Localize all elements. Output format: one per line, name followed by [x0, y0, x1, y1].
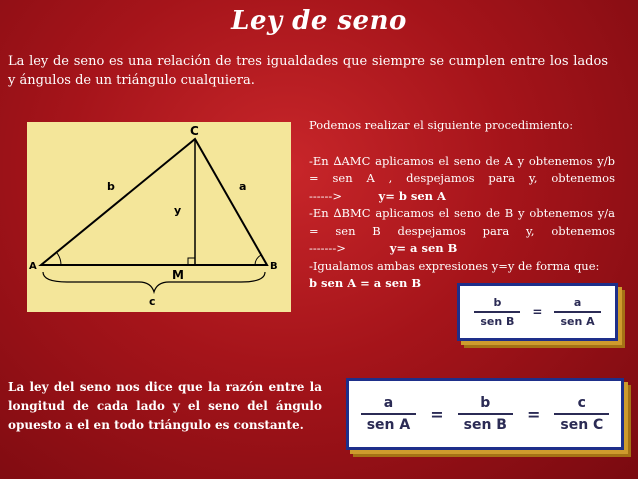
- fraction-bar: [458, 413, 513, 415]
- fraction-a-sen-a: [554, 296, 600, 328]
- right-angle-mark: [188, 258, 195, 265]
- formula-box-small: [457, 283, 618, 341]
- equals-sign: =: [532, 305, 543, 319]
- fraction-b-sen-b: [458, 395, 513, 433]
- denominator: sen B: [480, 315, 515, 328]
- fraction-bar: [554, 311, 600, 313]
- fraction-bar: [474, 311, 520, 313]
- fraction-a-sen-a: [361, 395, 417, 433]
- fraction-bar: [361, 413, 417, 415]
- step1-result: y= b sen A: [378, 188, 446, 203]
- denominator: sen B: [463, 417, 507, 433]
- fraction-b-sen-b: [474, 296, 520, 328]
- procedure-step1-line: [309, 188, 615, 206]
- procedure-step1: -En ∆AMC aplicamos el seno de A y obtenemos y/b = sen A , despejamos para y, obtenemos: [309, 153, 615, 185]
- triangle-svg: [27, 122, 291, 312]
- procedure-step2-line: [309, 240, 615, 258]
- procedure-text: [309, 117, 615, 293]
- equals-sign: =: [430, 404, 444, 424]
- numerator: c: [577, 395, 586, 411]
- side-c-label: c: [149, 295, 156, 308]
- step3-result: b sen A = a sen B: [309, 276, 422, 290]
- formula-box-main: [346, 378, 624, 450]
- numerator: a: [573, 296, 582, 309]
- angle-b-arc: [255, 255, 261, 265]
- midpoint-m-label: M: [172, 268, 184, 282]
- fraction-c-sen-c: [554, 395, 609, 433]
- step2-result: y= a sen B: [389, 241, 458, 255]
- denominator: sen A: [366, 417, 411, 433]
- numerator: a: [383, 395, 394, 411]
- triangle-diagram: [27, 122, 291, 312]
- angle-a-arc: [57, 253, 61, 265]
- numerator: b: [480, 395, 491, 411]
- numerator: b: [493, 296, 502, 309]
- vertex-a-label: A: [29, 261, 37, 272]
- denominator: sen A: [560, 315, 595, 328]
- vertex-b-label: B: [270, 261, 278, 272]
- base-brace: [43, 272, 265, 292]
- equals-sign: =: [526, 404, 541, 424]
- slide-title: Ley de seno: [231, 6, 407, 36]
- vertex-c-label: C: [190, 124, 199, 138]
- step2-arrow: ------->: [309, 241, 346, 255]
- step1-arrow: ------>: [309, 188, 342, 203]
- procedure-step2: -En ∆BMC aplicamos el seno de B y obtenemos y/a = sen B despejamos para y, obtenemos: [309, 206, 615, 238]
- side-b-label: b: [107, 180, 115, 193]
- fraction-bar: [554, 413, 609, 415]
- procedure-head: Podemos realizar el siguiente procedimiento:: [309, 118, 574, 132]
- height-y-label: y: [174, 204, 182, 217]
- side-a-label: a: [239, 180, 247, 193]
- triangle-shape: [41, 139, 267, 265]
- denominator: sen C: [560, 417, 604, 433]
- conclusion-text: La ley del seno nos dice que la razón entre la longitud de cada lado y el seno del ángulo opuesto a el en todo triángulo es constante.: [8, 380, 322, 432]
- intro-text: La ley de seno es una relación de tres igualdades que siempre se cumplen entre los lados y ángulos de un triángulo cualquiera.: [8, 54, 608, 88]
- procedure-step3: -Igualamos ambas expresiones y=y de forma que:: [309, 258, 600, 273]
